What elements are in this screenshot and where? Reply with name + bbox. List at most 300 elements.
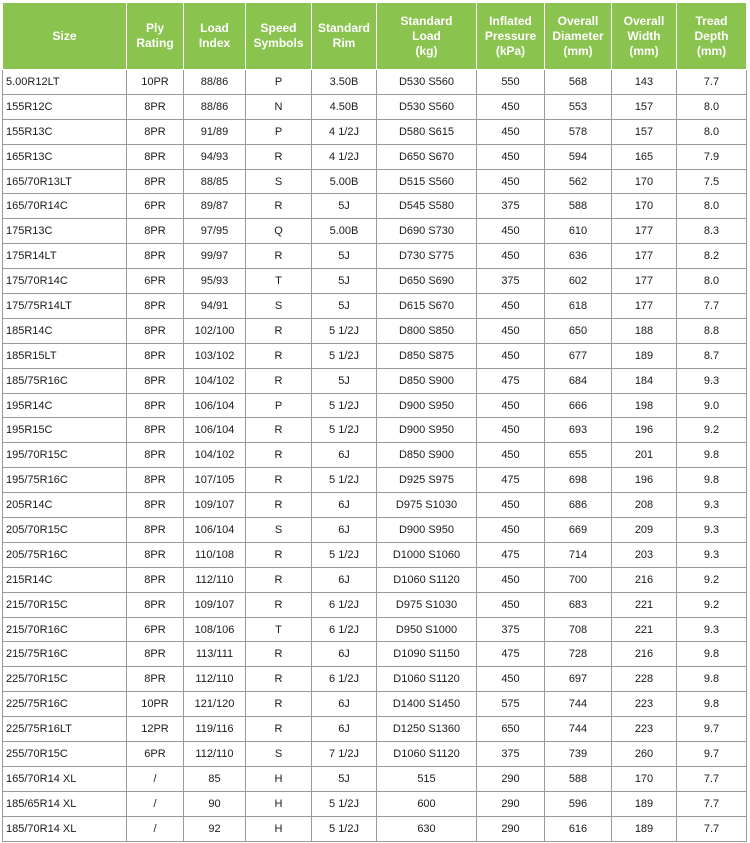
table-cell: 196 xyxy=(612,418,677,443)
table-cell: P xyxy=(246,393,312,418)
table-cell: 600 xyxy=(377,791,477,816)
table-cell: R xyxy=(246,642,312,667)
table-cell: 450 xyxy=(477,219,545,244)
table-cell: 8PR xyxy=(127,418,184,443)
table-row xyxy=(3,667,747,692)
column-header: Ply Rating xyxy=(127,3,184,70)
table-cell: 6 1/2J xyxy=(312,667,377,692)
table-cell: 550 xyxy=(477,70,545,95)
table-cell: 109/107 xyxy=(184,493,246,518)
table-cell: / xyxy=(127,766,184,791)
table-row xyxy=(3,443,747,468)
table-cell: R xyxy=(246,493,312,518)
table-cell: / xyxy=(127,816,184,841)
table-cell: 669 xyxy=(545,518,612,543)
table-cell: 8PR xyxy=(127,443,184,468)
table-cell: H xyxy=(246,816,312,841)
table-row xyxy=(3,294,747,319)
table-cell: 10PR xyxy=(127,692,184,717)
table-cell: 8PR xyxy=(127,343,184,368)
table-cell: 6PR xyxy=(127,617,184,642)
table-cell: 5 1/2J xyxy=(312,816,377,841)
table-row xyxy=(3,468,747,493)
table-cell: 6J xyxy=(312,642,377,667)
table-cell: 450 xyxy=(477,592,545,617)
table-cell: 113/111 xyxy=(184,642,246,667)
table-cell: D850 S900 xyxy=(377,368,477,393)
table-row xyxy=(3,119,747,144)
table-cell: 6J xyxy=(312,717,377,742)
table-cell: 8.7 xyxy=(677,343,747,368)
table-cell: D730 S775 xyxy=(377,244,477,269)
table-cell: D545 S580 xyxy=(377,194,477,219)
table-cell: 9.7 xyxy=(677,742,747,767)
table-cell: 104/102 xyxy=(184,443,246,468)
table-cell: 6J xyxy=(312,692,377,717)
table-cell: 9.3 xyxy=(677,617,747,642)
table-cell: D1060 S1120 xyxy=(377,567,477,592)
table-cell: 8PR xyxy=(127,294,184,319)
table-cell: 223 xyxy=(612,692,677,717)
table-cell: 157 xyxy=(612,119,677,144)
table-cell: S xyxy=(246,742,312,767)
table-cell: 6J xyxy=(312,567,377,592)
table-cell: 450 xyxy=(477,443,545,468)
table-cell: 9.3 xyxy=(677,542,747,567)
table-cell: 221 xyxy=(612,617,677,642)
table-cell: 103/102 xyxy=(184,343,246,368)
table-row xyxy=(3,219,747,244)
table-cell: 9.2 xyxy=(677,592,747,617)
table-cell: 185/70R14 XL xyxy=(3,816,127,841)
table-cell: 177 xyxy=(612,294,677,319)
table-cell: 203 xyxy=(612,542,677,567)
column-header: Overall Width (mm) xyxy=(612,3,677,70)
table-cell: 553 xyxy=(545,94,612,119)
table-row xyxy=(3,144,747,169)
table-cell: 97/95 xyxy=(184,219,246,244)
table-row xyxy=(3,318,747,343)
table-cell: 630 xyxy=(377,816,477,841)
table-cell: D650 S670 xyxy=(377,144,477,169)
table-cell: 8PR xyxy=(127,468,184,493)
table-cell: 650 xyxy=(477,717,545,742)
table-cell: 195/70R15C xyxy=(3,443,127,468)
table-row xyxy=(3,269,747,294)
table-cell: 6PR xyxy=(127,269,184,294)
table-cell: 708 xyxy=(545,617,612,642)
table-cell: D900 S950 xyxy=(377,418,477,443)
table-cell: 8PR xyxy=(127,219,184,244)
table-cell: 88/85 xyxy=(184,169,246,194)
table-cell: 666 xyxy=(545,393,612,418)
table-cell: 5J xyxy=(312,368,377,393)
table-cell: 290 xyxy=(477,766,545,791)
table-cell: P xyxy=(246,70,312,95)
table-cell: 8PR xyxy=(127,592,184,617)
table-cell: 225/70R15C xyxy=(3,667,127,692)
table-cell: 9.7 xyxy=(677,717,747,742)
table-cell: 450 xyxy=(477,667,545,692)
table-cell: 475 xyxy=(477,368,545,393)
table-cell: D615 S670 xyxy=(377,294,477,319)
table-cell: 94/91 xyxy=(184,294,246,319)
table-cell: 108/106 xyxy=(184,617,246,642)
table-cell: 744 xyxy=(545,717,612,742)
table-cell: 610 xyxy=(545,219,612,244)
table-cell: 175/70R14C xyxy=(3,269,127,294)
table-cell: D1250 S1360 xyxy=(377,717,477,742)
table-cell: 8.3 xyxy=(677,219,747,244)
table-cell: 5J xyxy=(312,766,377,791)
column-header: Load Index xyxy=(184,3,246,70)
table-cell: / xyxy=(127,791,184,816)
table-cell: D530 S560 xyxy=(377,70,477,95)
table-cell: 4 1/2J xyxy=(312,119,377,144)
table-cell: 9.8 xyxy=(677,468,747,493)
table-cell: 9.8 xyxy=(677,642,747,667)
table-cell: 290 xyxy=(477,816,545,841)
table-cell: 8PR xyxy=(127,567,184,592)
table-cell: R xyxy=(246,244,312,269)
table-cell: 8PR xyxy=(127,368,184,393)
table-cell: 693 xyxy=(545,418,612,443)
table-cell: 157 xyxy=(612,94,677,119)
table-cell: 6 1/2J xyxy=(312,617,377,642)
table-cell: D900 S950 xyxy=(377,518,477,543)
table-row xyxy=(3,592,747,617)
table-row xyxy=(3,70,747,95)
table-cell: Q xyxy=(246,219,312,244)
table-cell: 618 xyxy=(545,294,612,319)
table-cell: 450 xyxy=(477,144,545,169)
table-cell: 225/75R16LT xyxy=(3,717,127,742)
table-cell: 189 xyxy=(612,816,677,841)
table-cell: 450 xyxy=(477,318,545,343)
table-cell: 90 xyxy=(184,791,246,816)
table-row xyxy=(3,194,747,219)
table-cell: 215R14C xyxy=(3,567,127,592)
table-cell: 170 xyxy=(612,194,677,219)
table-cell: 8PR xyxy=(127,144,184,169)
table-cell: 5J xyxy=(312,269,377,294)
table-cell: 375 xyxy=(477,269,545,294)
table-cell: 8PR xyxy=(127,493,184,518)
table-cell: 155R12C xyxy=(3,94,127,119)
table-row xyxy=(3,368,747,393)
table-cell: 8PR xyxy=(127,518,184,543)
table-cell: R xyxy=(246,318,312,343)
table-cell: 165/70R13LT xyxy=(3,169,127,194)
table-cell: 714 xyxy=(545,542,612,567)
table-cell: 594 xyxy=(545,144,612,169)
table-cell: 165 xyxy=(612,144,677,169)
table-cell: D850 S900 xyxy=(377,443,477,468)
table-cell: D975 S1030 xyxy=(377,493,477,518)
table-row xyxy=(3,816,747,841)
table-row xyxy=(3,717,747,742)
header-row xyxy=(3,3,747,70)
table-cell: 119/116 xyxy=(184,717,246,742)
table-cell: 221 xyxy=(612,592,677,617)
table-cell: 8.0 xyxy=(677,194,747,219)
table-cell: 6J xyxy=(312,443,377,468)
table-cell: 450 xyxy=(477,343,545,368)
table-cell: 195R15C xyxy=(3,418,127,443)
table-row xyxy=(3,94,747,119)
table-cell: 260 xyxy=(612,742,677,767)
table-cell: 684 xyxy=(545,368,612,393)
table-cell: D580 S615 xyxy=(377,119,477,144)
table-cell: 175R14LT xyxy=(3,244,127,269)
table-row xyxy=(3,766,747,791)
table-cell: D850 S875 xyxy=(377,343,477,368)
table-cell: 208 xyxy=(612,493,677,518)
table-cell: 9.3 xyxy=(677,368,747,393)
table-cell: 9.3 xyxy=(677,493,747,518)
table-cell: 6PR xyxy=(127,194,184,219)
table-cell: 175/75R14LT xyxy=(3,294,127,319)
table-cell: 4 1/2J xyxy=(312,144,377,169)
table-row xyxy=(3,169,747,194)
table-cell: 109/107 xyxy=(184,592,246,617)
table-cell: P xyxy=(246,119,312,144)
table-cell: D690 S730 xyxy=(377,219,477,244)
table-cell: 209 xyxy=(612,518,677,543)
table-cell: 8PR xyxy=(127,169,184,194)
table-cell: 155R13C xyxy=(3,119,127,144)
table-cell: 9.2 xyxy=(677,418,747,443)
table-cell: D1090 S1150 xyxy=(377,642,477,667)
table-cell: 89/87 xyxy=(184,194,246,219)
table-cell: 450 xyxy=(477,518,545,543)
table-cell: 475 xyxy=(477,542,545,567)
table-cell: 185/75R16C xyxy=(3,368,127,393)
table-cell: 112/110 xyxy=(184,567,246,592)
table-cell: 7.7 xyxy=(677,70,747,95)
table-cell: D530 S560 xyxy=(377,94,477,119)
table-row xyxy=(3,518,747,543)
table-cell: 655 xyxy=(545,443,612,468)
table-cell: 201 xyxy=(612,443,677,468)
table-cell: 450 xyxy=(477,493,545,518)
table-row xyxy=(3,393,747,418)
table-cell: 9.8 xyxy=(677,667,747,692)
table-cell: 143 xyxy=(612,70,677,95)
table-cell: 8.0 xyxy=(677,94,747,119)
table-cell: 12PR xyxy=(127,717,184,742)
table-row xyxy=(3,692,747,717)
table-row xyxy=(3,617,747,642)
table-row xyxy=(3,642,747,667)
table-cell: 7.7 xyxy=(677,816,747,841)
table-cell: D515 S560 xyxy=(377,169,477,194)
table-cell: 683 xyxy=(545,592,612,617)
table-cell: 7.5 xyxy=(677,169,747,194)
table-cell: 184 xyxy=(612,368,677,393)
table-cell: R xyxy=(246,144,312,169)
table-cell: 475 xyxy=(477,468,545,493)
table-cell: 255/70R15C xyxy=(3,742,127,767)
table-cell: S xyxy=(246,169,312,194)
column-header: Speed Symbols xyxy=(246,3,312,70)
table-cell: R xyxy=(246,443,312,468)
table-cell: 728 xyxy=(545,642,612,667)
table-cell: D650 S690 xyxy=(377,269,477,294)
table-cell: R xyxy=(246,692,312,717)
table-cell: 697 xyxy=(545,667,612,692)
table-cell: 6 1/2J xyxy=(312,592,377,617)
table-cell: 5 1/2J xyxy=(312,791,377,816)
table-cell: 596 xyxy=(545,791,612,816)
table-cell: 5.00B xyxy=(312,219,377,244)
table-cell: T xyxy=(246,269,312,294)
table-cell: 568 xyxy=(545,70,612,95)
table-cell: 562 xyxy=(545,169,612,194)
table-cell: R xyxy=(246,194,312,219)
table-cell: H xyxy=(246,791,312,816)
table-cell: 8.0 xyxy=(677,119,747,144)
table-cell: 5.00R12LT xyxy=(3,70,127,95)
table-cell: 6J xyxy=(312,493,377,518)
table-cell: 686 xyxy=(545,493,612,518)
table-row xyxy=(3,742,747,767)
table-cell: 85 xyxy=(184,766,246,791)
table-cell: 650 xyxy=(545,318,612,343)
table-cell: 588 xyxy=(545,766,612,791)
table-cell: D1060 S1120 xyxy=(377,742,477,767)
table-cell: 677 xyxy=(545,343,612,368)
table-cell: 450 xyxy=(477,244,545,269)
table-cell: 3.50B xyxy=(312,70,377,95)
table-cell: D1000 S1060 xyxy=(377,542,477,567)
table-cell: 185R14C xyxy=(3,318,127,343)
table-cell: 215/70R16C xyxy=(3,617,127,642)
table-cell: R xyxy=(246,368,312,393)
table-row xyxy=(3,791,747,816)
table-cell: 450 xyxy=(477,393,545,418)
table-cell: 8PR xyxy=(127,119,184,144)
table-row xyxy=(3,542,747,567)
table-cell: 450 xyxy=(477,418,545,443)
table-cell: 165/70R14C xyxy=(3,194,127,219)
table-cell: 8PR xyxy=(127,244,184,269)
table-cell: 5 1/2J xyxy=(312,343,377,368)
table-cell: D950 S1000 xyxy=(377,617,477,642)
table-cell: 8PR xyxy=(127,318,184,343)
table-cell: R xyxy=(246,418,312,443)
table-cell: 185/65R14 XL xyxy=(3,791,127,816)
table-cell: 739 xyxy=(545,742,612,767)
table-cell: 216 xyxy=(612,567,677,592)
table-cell: 104/102 xyxy=(184,368,246,393)
table-cell: 185R15LT xyxy=(3,343,127,368)
table-cell: 636 xyxy=(545,244,612,269)
table-cell: 375 xyxy=(477,742,545,767)
table-cell: 195/75R16C xyxy=(3,468,127,493)
table-cell: D1400 S1450 xyxy=(377,692,477,717)
table-cell: 7 1/2J xyxy=(312,742,377,767)
table-cell: 91/89 xyxy=(184,119,246,144)
table-cell: 205/75R16C xyxy=(3,542,127,567)
tire-spec-table xyxy=(2,2,747,842)
table-cell: 744 xyxy=(545,692,612,717)
table-cell: 8PR xyxy=(127,94,184,119)
table-cell: R xyxy=(246,542,312,567)
table-cell: 177 xyxy=(612,219,677,244)
table-cell: 5J xyxy=(312,194,377,219)
table-row xyxy=(3,567,747,592)
table-cell: 95/93 xyxy=(184,269,246,294)
table-cell: 88/86 xyxy=(184,94,246,119)
table-cell: 225/75R16C xyxy=(3,692,127,717)
table-cell: 8PR xyxy=(127,667,184,692)
table-cell: 215/70R15C xyxy=(3,592,127,617)
table-cell: D800 S850 xyxy=(377,318,477,343)
table-cell: 602 xyxy=(545,269,612,294)
table-cell: 588 xyxy=(545,194,612,219)
table-cell: 170 xyxy=(612,766,677,791)
table-cell: 112/110 xyxy=(184,742,246,767)
table-cell: 121/120 xyxy=(184,692,246,717)
table-cell: 290 xyxy=(477,791,545,816)
table-cell: 106/104 xyxy=(184,518,246,543)
table-cell: 700 xyxy=(545,567,612,592)
table-cell: 106/104 xyxy=(184,418,246,443)
table-cell: 189 xyxy=(612,791,677,816)
table-cell: 450 xyxy=(477,169,545,194)
table-cell: 189 xyxy=(612,343,677,368)
table-cell: R xyxy=(246,343,312,368)
table-cell: 107/105 xyxy=(184,468,246,493)
table-row xyxy=(3,244,747,269)
table-cell: 8.2 xyxy=(677,244,747,269)
table-cell: 165R13C xyxy=(3,144,127,169)
table-cell: 8PR xyxy=(127,542,184,567)
table-cell: 188 xyxy=(612,318,677,343)
table-cell: 216 xyxy=(612,642,677,667)
table-cell: 223 xyxy=(612,717,677,742)
table-cell: 170 xyxy=(612,169,677,194)
table-cell: S xyxy=(246,294,312,319)
table-cell: 99/97 xyxy=(184,244,246,269)
table-cell: 5 1/2J xyxy=(312,542,377,567)
table-cell: 165/70R14 XL xyxy=(3,766,127,791)
table-cell: 7.9 xyxy=(677,144,747,169)
table-cell: 6PR xyxy=(127,742,184,767)
table-cell: D925 S975 xyxy=(377,468,477,493)
table-cell: 7.7 xyxy=(677,766,747,791)
column-header: Overall Diameter (mm) xyxy=(545,3,612,70)
table-cell: 575 xyxy=(477,692,545,717)
table-cell: 450 xyxy=(477,294,545,319)
table-cell: R xyxy=(246,567,312,592)
table-cell: 9.2 xyxy=(677,567,747,592)
table-cell: 92 xyxy=(184,816,246,841)
table-cell: N xyxy=(246,94,312,119)
table-cell: 5 1/2J xyxy=(312,418,377,443)
table-header xyxy=(3,3,747,70)
table-cell: 450 xyxy=(477,94,545,119)
table-cell: S xyxy=(246,518,312,543)
table-cell: 175R13C xyxy=(3,219,127,244)
table-cell: 177 xyxy=(612,244,677,269)
table-cell: D900 S950 xyxy=(377,393,477,418)
table-cell: H xyxy=(246,766,312,791)
table-cell: R xyxy=(246,717,312,742)
table-cell: 578 xyxy=(545,119,612,144)
table-cell: 9.8 xyxy=(677,443,747,468)
